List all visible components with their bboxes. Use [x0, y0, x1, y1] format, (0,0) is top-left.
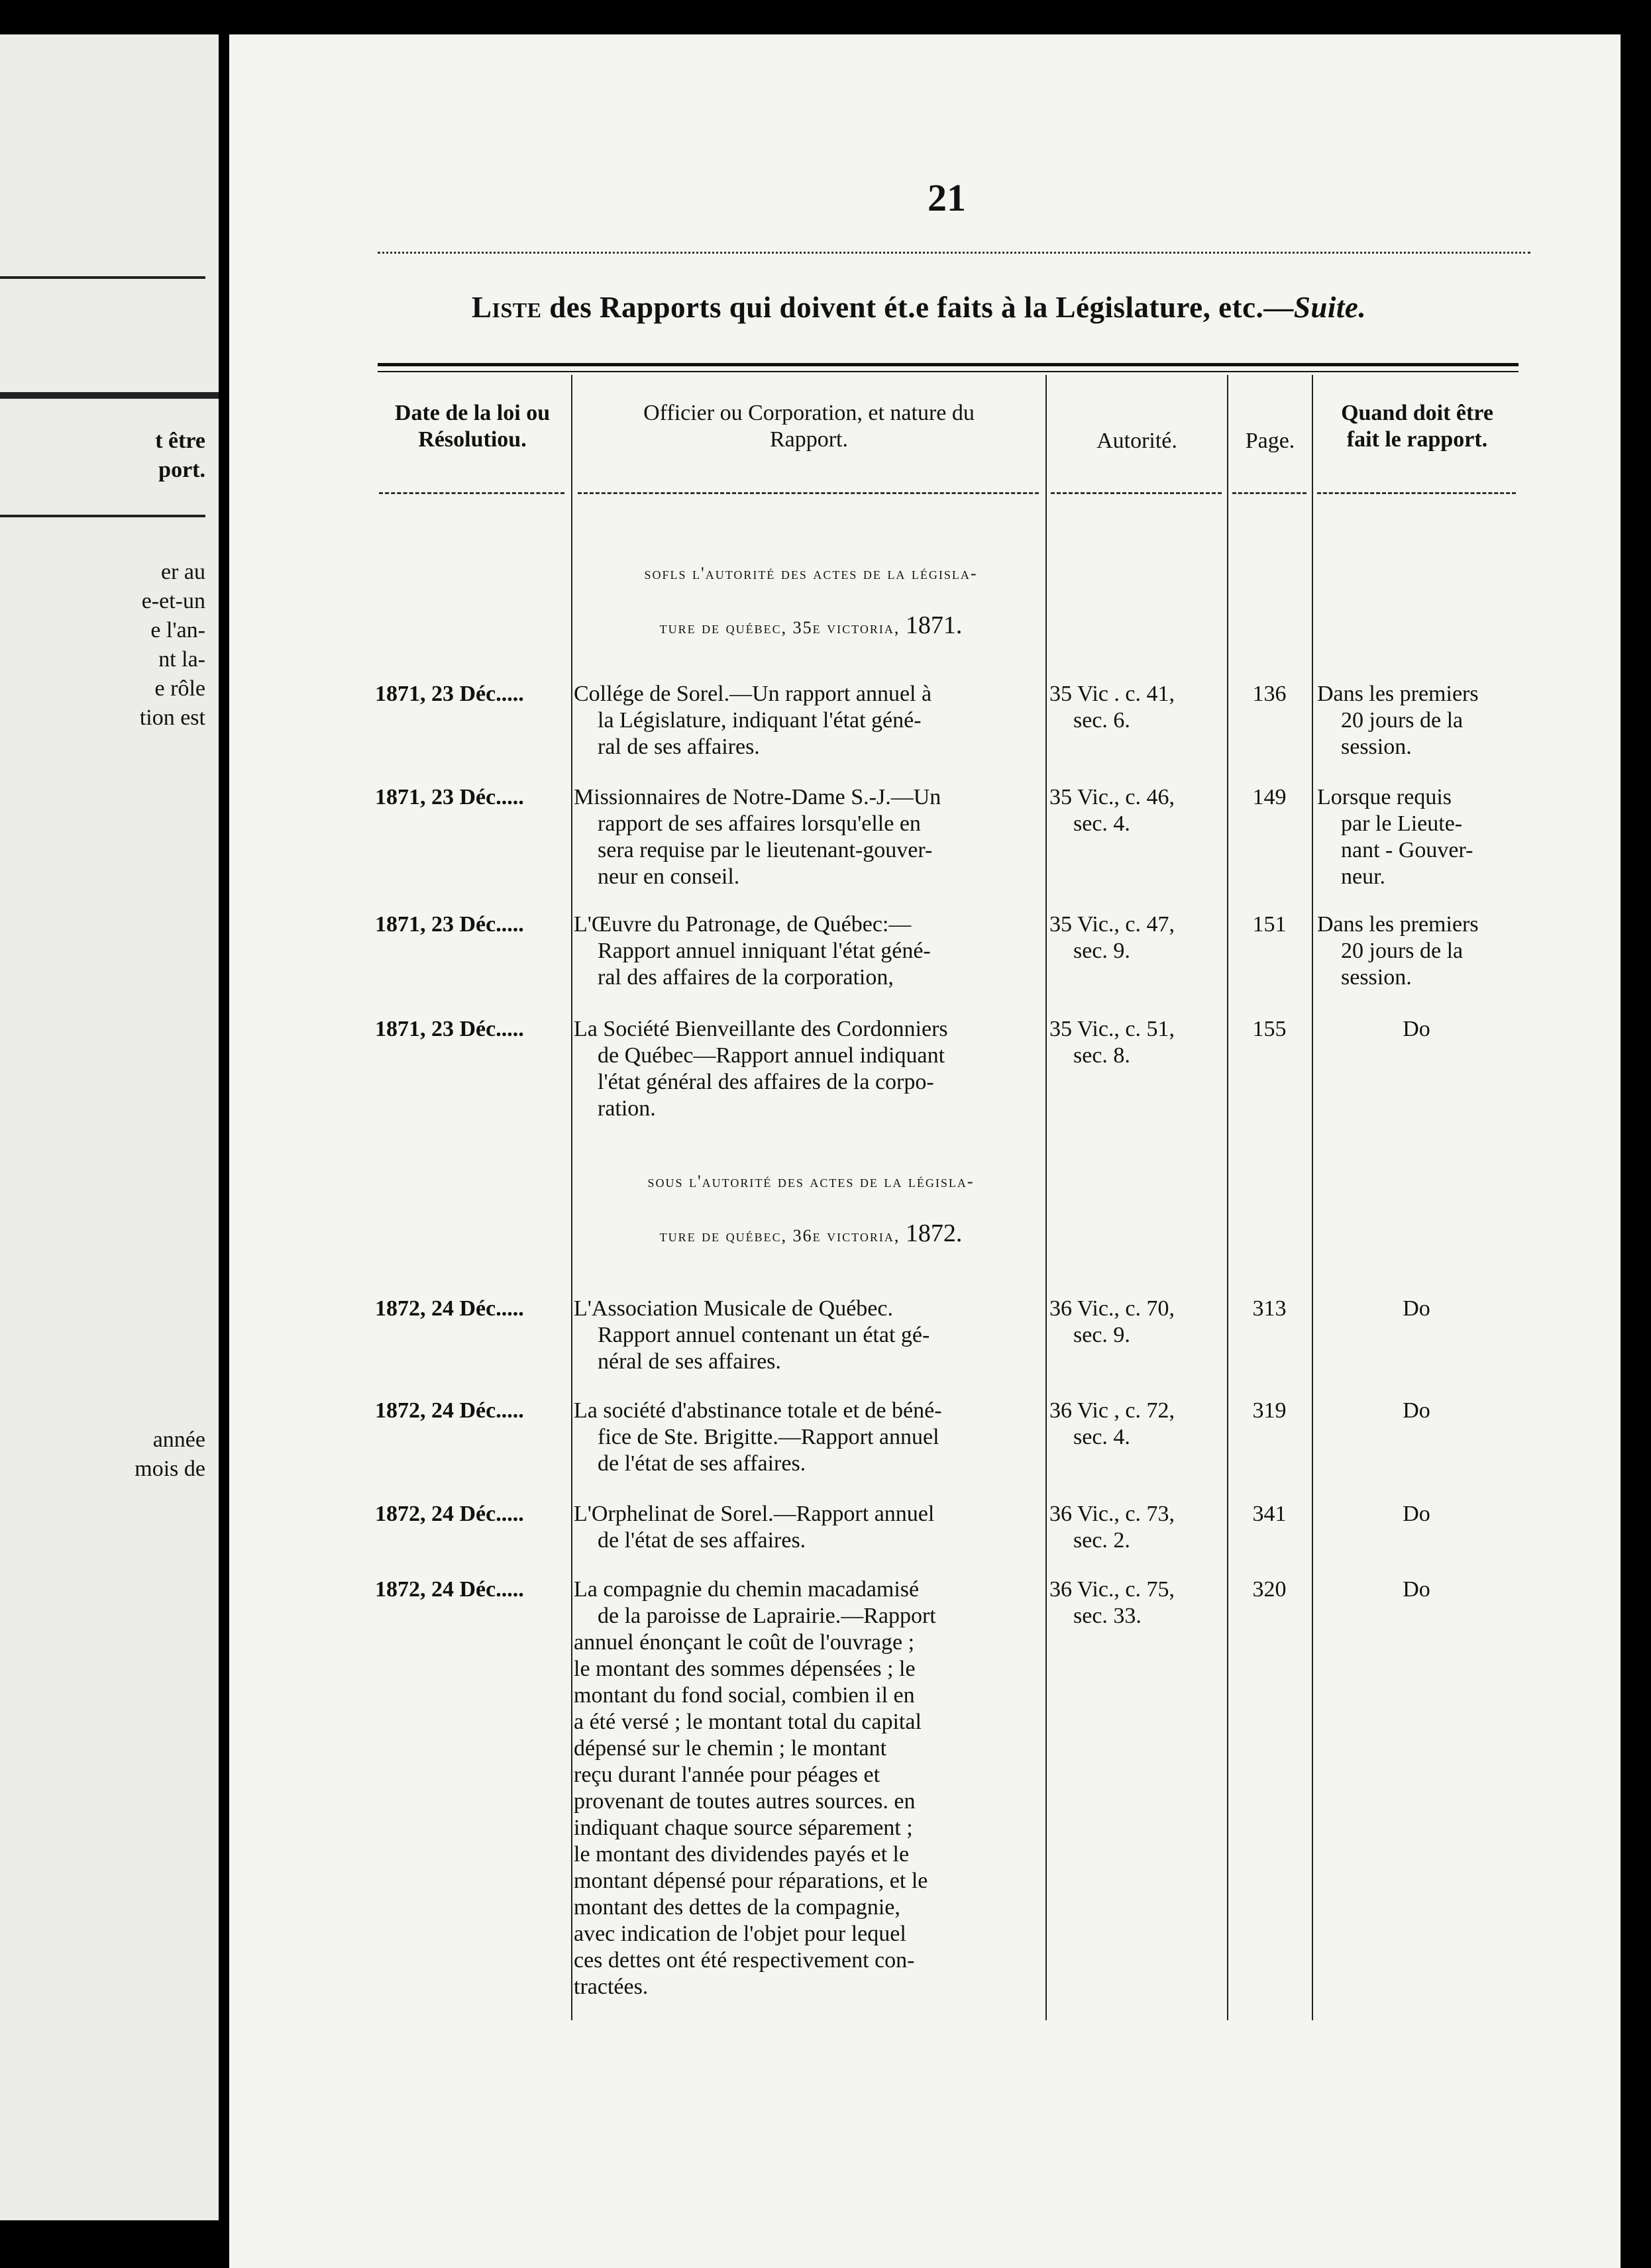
authority-line: sec. 6.	[1073, 708, 1130, 733]
officer-line: La compagnie du chemin macadamisé	[574, 1577, 920, 1602]
officer-line: annuel énonçant le coût de l'ouvrage ;	[574, 1630, 915, 1655]
officer-line: L'Orphelinat de Sorel.—Rapport annuel	[574, 1502, 935, 1526]
officer-line: ration.	[598, 1096, 656, 1121]
when-line: nant - Gouver-	[1341, 838, 1473, 862]
row-when	[1317, 1016, 1516, 1043]
row-date: 1871, 23 Déc.....	[375, 1017, 524, 1041]
header-officer	[574, 400, 1044, 453]
row-authority	[1049, 1016, 1222, 1069]
officer-line: Rapport annuel contenant un état gé-	[598, 1323, 930, 1347]
section-heading	[572, 555, 1049, 646]
row-officer	[574, 1576, 1044, 2000]
title-main: des Rapports qui doivent ét.e faits à la Législature, etc.—	[541, 291, 1294, 324]
prev-page-rule	[0, 276, 205, 279]
row-officer	[574, 681, 1044, 760]
row-page: 313	[1252, 1296, 1287, 1321]
officer-line: tractées.	[574, 1975, 649, 1999]
officer-line: de l'état de ses affaires.	[598, 1451, 806, 1476]
when-line: Do	[1403, 1502, 1430, 1526]
row-authority	[1049, 1296, 1222, 1349]
officer-line: de Québec—Rapport annuel indiquant	[598, 1043, 945, 1068]
officer-line: rapport de ses affaires lorsqu'elle en	[598, 811, 921, 836]
row-page: 319	[1252, 1398, 1287, 1423]
header-page: Page.	[1245, 429, 1295, 453]
prev-page-text: e rôle	[154, 676, 205, 701]
officer-line: avec indication de l'objet pour lequel	[574, 1922, 906, 1946]
row-page: 320	[1252, 1577, 1287, 1602]
row-officer	[574, 1296, 1044, 1375]
prev-page-text: nt la-	[158, 647, 205, 672]
officer-line: Rapport annuel inniquant l'état géné-	[598, 939, 931, 963]
top-rule	[378, 252, 1530, 254]
officer-line: le montant des dividendes payés et le	[574, 1842, 910, 1867]
authority-line: 35 Vic., c. 47,	[1049, 912, 1175, 937]
authority-line: sec. 9.	[1073, 939, 1130, 963]
header-date-line: Résolutiou.	[418, 427, 527, 452]
header-rule	[379, 492, 564, 494]
row-when	[1317, 1501, 1516, 1527]
prev-page-text: année	[152, 1427, 205, 1452]
officer-line: reçu durant l'année pour péages et	[574, 1763, 880, 1787]
section-heading-text: ture de québec, 36e victoria,	[659, 1226, 906, 1245]
authority-line: sec. 33.	[1073, 1604, 1142, 1628]
when-line: 20 jours de la	[1341, 708, 1464, 733]
officer-line: ral de ses affaires.	[598, 735, 760, 759]
when-line: Lorsque requis	[1317, 785, 1452, 809]
row-when	[1317, 1576, 1516, 1603]
page-title	[472, 290, 1366, 325]
header-when-line: Quand doit être	[1341, 401, 1493, 425]
authority-line: 36 Vic , c. 72,	[1049, 1398, 1175, 1423]
authority-line: sec. 2.	[1073, 1528, 1130, 1553]
when-line: session.	[1341, 735, 1412, 759]
officer-line: Missionnaires de Notre-Dame S.-J.—Un	[574, 785, 941, 809]
header-date-line: Date de la loi ou	[394, 401, 551, 425]
row-authority	[1049, 1576, 1222, 1629]
when-line: session.	[1341, 965, 1412, 990]
header-authority: Autorité.	[1096, 429, 1177, 453]
prev-page-rule	[0, 515, 205, 517]
row-authority	[1049, 681, 1222, 734]
authority-line: 36 Vic., c. 75,	[1049, 1577, 1175, 1602]
when-line: Do	[1403, 1577, 1430, 1602]
header-officer-line: Rapport.	[769, 427, 849, 452]
prev-page-text: e l'an-	[150, 618, 205, 643]
officer-line: fice de Ste. Brigitte.—Rapport annuel	[598, 1425, 939, 1449]
prev-page-text: t être	[155, 429, 205, 453]
prev-page-text: tion est	[139, 705, 205, 730]
authority-line: 36 Vic., c. 70,	[1049, 1296, 1175, 1321]
row-date: 1871, 23 Déc.....	[375, 785, 524, 809]
officer-line: La société d'abstinance totale et de béné-	[574, 1398, 942, 1423]
header-rule	[1051, 492, 1222, 494]
officer-line: ral des affaires de la corporation,	[598, 965, 894, 990]
prev-page-text: port.	[158, 458, 205, 482]
row-when	[1317, 911, 1516, 991]
officer-line: néral de ses affaires.	[598, 1349, 781, 1374]
title-prefix: Liste	[472, 291, 542, 324]
section-heading	[572, 1163, 1049, 1255]
row-page: 149	[1252, 785, 1287, 809]
row-officer	[574, 1398, 1044, 1477]
page-number: 21	[928, 176, 966, 219]
officer-line: montant des dettes de la compagnie,	[574, 1895, 900, 1920]
row-authority	[1049, 1501, 1222, 1554]
row-officer	[574, 911, 1044, 991]
column-divider	[1227, 375, 1228, 2020]
when-line: Dans les premiers	[1317, 682, 1479, 706]
authority-line: sec. 4.	[1073, 1425, 1130, 1449]
row-when	[1317, 681, 1516, 760]
header-rule	[578, 492, 1039, 494]
officer-line: de la paroisse de Laprairie.—Rapport	[598, 1604, 936, 1628]
row-when	[1317, 1398, 1516, 1424]
title-suite: Suite.	[1293, 291, 1367, 324]
officer-line: neur en conseil.	[598, 864, 740, 889]
row-page: 341	[1252, 1502, 1287, 1526]
authority-line: sec. 8.	[1073, 1043, 1130, 1068]
row-officer	[574, 784, 1044, 890]
officer-line: sera requise par le lieutenant-gouver-	[598, 838, 933, 862]
row-date: 1872, 24 Déc.....	[375, 1502, 524, 1526]
section-heading-line	[572, 1215, 1049, 1255]
officer-line: ces dettes ont été respectivement con-	[574, 1948, 915, 1973]
section-heading-year: 1871.	[905, 611, 963, 639]
section-heading-line: sofls l'autorité des actes de la législa-	[644, 564, 978, 583]
officer-line: de l'état de ses affaires.	[598, 1528, 806, 1553]
prev-page-text: mois de	[134, 1457, 205, 1481]
row-officer	[574, 1016, 1044, 1122]
officer-line: a été versé ; le montant total du capital	[574, 1710, 922, 1734]
officer-line: dépensé sur le chemin ; le montant	[574, 1736, 887, 1761]
officer-line: la Législature, indiquant l'état géné-	[598, 708, 922, 733]
section-heading-line: sous l'autorité des actes de la législa-	[647, 1172, 975, 1191]
header-officer-line: Officier ou Corporation, et nature du	[643, 401, 975, 425]
officer-line: montant dépensé pour réparations, et le	[574, 1869, 928, 1893]
when-line: 20 jours de la	[1341, 939, 1464, 963]
when-line: Do	[1403, 1017, 1430, 1041]
prev-page-text: e-et-un	[141, 589, 205, 613]
row-when	[1317, 784, 1516, 890]
authority-line: 35 Vic . c. 41,	[1049, 682, 1175, 706]
row-page: 151	[1252, 912, 1287, 937]
header-date	[375, 400, 570, 453]
row-officer	[574, 1501, 1044, 1554]
officer-line: La Société Bienveillante des Cordonniers	[574, 1017, 948, 1041]
prev-page-rule	[0, 392, 219, 399]
when-line: neur.	[1341, 864, 1386, 889]
previous-page-fragment	[0, 34, 219, 2220]
authority-line: sec. 9.	[1073, 1323, 1130, 1347]
officer-line: L'Œuvre du Patronage, de Québec:—	[574, 912, 912, 937]
when-line: Do	[1403, 1398, 1430, 1423]
section-heading-text: ture de québec, 35e victoria,	[659, 618, 906, 637]
row-authority	[1049, 784, 1222, 837]
officer-line: l'état général des affaires de la corpo-	[598, 1070, 934, 1094]
officer-line: Collége de Sorel.—Un rapport annuel à	[574, 682, 932, 706]
section-heading-line	[572, 607, 1049, 646]
row-page: 155	[1252, 1017, 1287, 1041]
authority-line: sec. 4.	[1073, 811, 1130, 836]
row-authority	[1049, 911, 1222, 964]
authority-line: 36 Vic., c. 73,	[1049, 1502, 1175, 1526]
officer-line: provenant de toutes autres sources. en	[574, 1789, 916, 1814]
when-line: Dans les premiers	[1317, 912, 1479, 937]
row-date: 1872, 24 Déc.....	[375, 1398, 524, 1423]
officer-line: montant du fond social, combien il en	[574, 1683, 915, 1708]
header-when-line: fait le rapport.	[1346, 427, 1488, 452]
row-date: 1872, 24 Déc.....	[375, 1577, 524, 1602]
officer-line: L'Association Musicale de Québec.	[574, 1296, 893, 1321]
officer-line: le montant des sommes dépensées ; le	[574, 1657, 916, 1681]
authority-line: 35 Vic., c. 51,	[1049, 1017, 1175, 1041]
table-top-rule	[378, 363, 1518, 366]
row-date: 1871, 23 Déc.....	[375, 682, 524, 706]
when-line: Do	[1403, 1296, 1430, 1321]
row-date: 1872, 24 Déc.....	[375, 1296, 524, 1321]
table-top-rule-thin	[378, 371, 1518, 372]
when-line: par le Lieute-	[1341, 811, 1463, 836]
row-authority	[1049, 1398, 1222, 1451]
officer-line: indiquant chaque source séparement ;	[574, 1816, 913, 1840]
row-date: 1871, 23 Déc.....	[375, 912, 524, 937]
header-when	[1314, 400, 1520, 453]
prev-page-text: er au	[160, 560, 205, 584]
row-page: 136	[1252, 682, 1287, 706]
authority-line: 35 Vic., c. 46,	[1049, 785, 1175, 809]
row-when	[1317, 1296, 1516, 1322]
section-heading-year: 1872.	[905, 1219, 963, 1247]
header-rule	[1317, 492, 1516, 494]
header-rule	[1232, 492, 1306, 494]
column-divider	[1312, 375, 1313, 2020]
